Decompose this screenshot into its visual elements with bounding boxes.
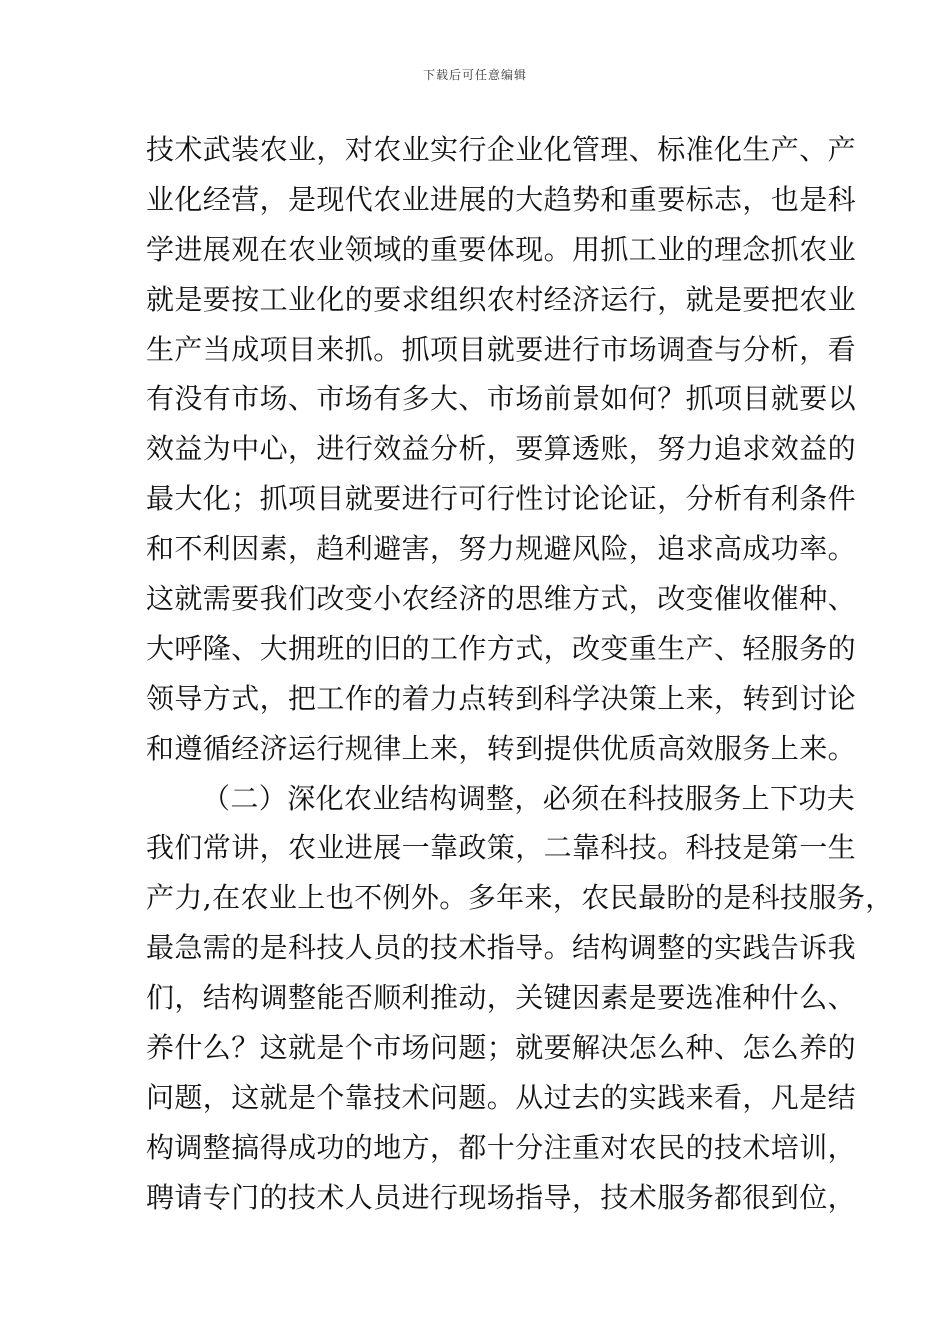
section-heading-line: （二）深化农业结构调整，必须在科技服务上下功夫	[202, 781, 856, 815]
paragraph-line: 最大化；抓项目就要进行可行性讨论论证，分析有利条件	[146, 482, 857, 516]
paragraph-line: 最急需的是科技人员的技术指导。结构调整的实践告诉我	[146, 931, 857, 965]
paragraph-line: 问题，这就是个靠技术问题。从过去的实践来看，凡是结	[146, 1080, 857, 1114]
paragraph-line: 学进展观在农业领域的重要体现。用抓工业的理念抓农业	[146, 232, 857, 266]
paragraph-line: 和遵循经济运行规律上来，转到提供优质高效服务上来。	[146, 731, 857, 765]
paragraph-line: 和不利因素，趋利避害，努力规避风险，追求高成功率。	[146, 532, 857, 566]
paragraph-line: 技术武装农业，对农业实行企业化管理、标准化生产、产	[146, 133, 857, 166]
paragraph-line: 生产当成项目来抓。抓项目就要进行市场调查与分析，看	[146, 332, 857, 366]
paragraph-line: 大呼隆、大拥班的旧的工作方式，改变重生产、轻服务的	[146, 631, 857, 665]
paragraph-line: 产力,在农业上也不例外。多年来，农民最盼的是科技服务，	[146, 881, 894, 915]
document-body	[146, 125, 894, 1223]
paragraph-line: 我们常讲，农业进展一靠政策，二靠科技。科技是第一生	[146, 831, 857, 865]
paragraph-line: 领导方式，把工作的着力点转到科学决策上来，转到讨论	[146, 681, 857, 715]
paragraph-line: 养什么？这就是个市场问题；就要解决怎么种、怎么养的	[146, 1031, 857, 1065]
paragraph-line: 们，结构调整能否顺利推动，关键因素是要选准种什么、	[146, 981, 857, 1015]
paragraph-line: 这就需要我们改变小农经济的思维方式，改变催收催种、	[146, 582, 857, 616]
paragraph-line: 构调整搞得成功的地方，都十分注重对农民的技术培训，	[146, 1130, 857, 1164]
paragraph-line: 业化经营，是现代农业进展的大趋势和重要标志，也是科	[146, 182, 857, 216]
paragraph-line: 聘请专门的技术人员进行现场指导，技术服务都很到位，	[146, 1180, 857, 1214]
paragraph-line: 效益为中心，进行效益分析，要算透账，努力追求效益的	[146, 432, 857, 466]
page-header: 下载后可任意编辑	[422, 68, 527, 82]
paragraph-line: 就是要按工业化的要求组织农村经济运行，就是要把农业	[146, 282, 857, 316]
paragraph-line: 有没有市场、市场有多大、市场前景如何？抓项目就要以	[146, 382, 857, 416]
